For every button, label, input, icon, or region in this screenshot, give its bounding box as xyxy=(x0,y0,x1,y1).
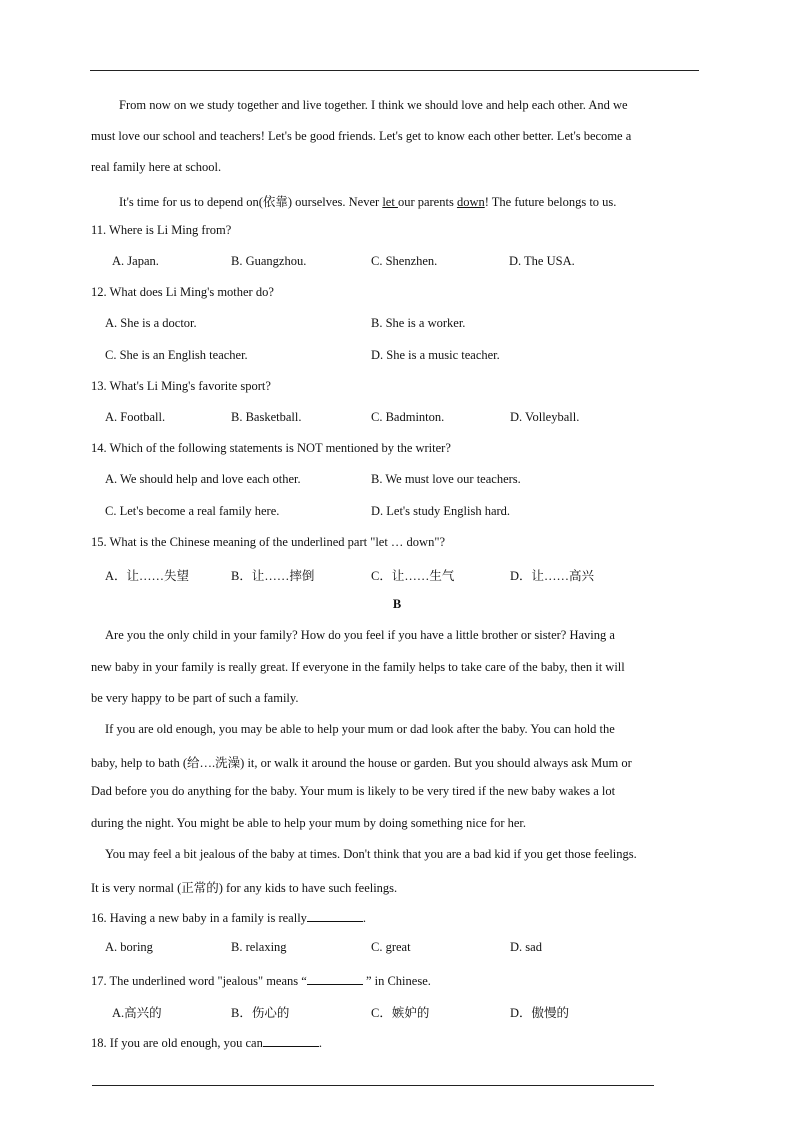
footer-rule xyxy=(92,1085,654,1086)
passage-b-line: It is very normal (正常的) for any kids to have such feelings. xyxy=(91,881,398,895)
option-13d[interactable]: D. Volleyball. xyxy=(510,410,580,424)
option-16a[interactable]: A. boring xyxy=(105,940,153,954)
option-15b[interactable]: B．让……摔倒 xyxy=(231,569,315,583)
question-tail: . xyxy=(362,911,367,925)
option-13c[interactable]: C. Badminton. xyxy=(371,410,445,424)
passage-a-line: must love our school and teachers! Let's be good friends. Let's get to know each other better. Let's become a xyxy=(91,129,632,143)
passage-a-line xyxy=(119,192,616,210)
question-14: 14. Which of the following statements is NOT mentioned by the writer? xyxy=(91,441,451,455)
option-17c[interactable]: C．嫉妒的 xyxy=(371,1006,430,1020)
option-12b[interactable]: B. She is a worker. xyxy=(371,316,466,330)
passage-b-line: during the night. You might be able to help your mum by doing something nice for her. xyxy=(91,816,527,830)
option-13b[interactable]: B. Basketball. xyxy=(231,410,302,424)
question-11: 11. Where is Li Ming from? xyxy=(91,223,232,237)
option-12d[interactable]: D. She is a music teacher. xyxy=(371,348,500,362)
option-15c[interactable]: C．让……生气 xyxy=(371,569,455,583)
passage-a-line: real family here at school. xyxy=(91,160,222,174)
question-16 xyxy=(91,909,366,926)
header-rule xyxy=(90,70,699,71)
option-12a[interactable]: A. She is a doctor. xyxy=(105,316,197,330)
option-13a[interactable]: A. Football. xyxy=(105,410,166,424)
option-11c[interactable]: C. Shenzhen. xyxy=(371,254,438,268)
passage-b-line: Dad before you do anything for the baby. Your mum is likely to be very tired if the new baby wakes a lot xyxy=(91,784,616,798)
question-18 xyxy=(91,1034,322,1051)
option-15d[interactable]: D．让……高兴 xyxy=(510,569,595,583)
option-16c[interactable]: C. great xyxy=(371,940,411,954)
passage-b-line: You may feel a bit jealous of the baby at times. Don't think that you are a bad kid if you get those feelings. xyxy=(105,847,637,861)
question-text: 16. Having a new baby in a family is really xyxy=(91,911,307,925)
option-14c[interactable]: C. Let's become a real family here. xyxy=(105,504,280,518)
option-11a[interactable]: A. Japan. xyxy=(112,254,159,268)
question-tail: . xyxy=(318,1036,322,1050)
question-12: 12. What does Li Ming's mother do? xyxy=(91,285,274,299)
option-17d[interactable]: D．傲慢的 xyxy=(510,1006,570,1020)
option-14b[interactable]: B. We must love our teachers. xyxy=(371,472,521,486)
underlined-let: let xyxy=(382,195,398,209)
option-14d[interactable]: D. Let's study English hard. xyxy=(371,504,511,518)
question-text: 18. If you are old enough, you can xyxy=(91,1036,263,1050)
passage-b-line: be very happy to be part of such a family. xyxy=(91,691,299,705)
question-text: 17. The underlined word "jealous" means “ xyxy=(91,974,307,988)
option-16d[interactable]: D. sad xyxy=(510,940,542,954)
option-16b[interactable]: B. relaxing xyxy=(231,940,287,954)
passage-a-line: From now on we study together and live together. I think we should love and help each other. And we xyxy=(119,98,628,112)
question-17 xyxy=(91,972,431,989)
option-11b[interactable]: B. Guangzhou. xyxy=(231,254,307,268)
underlined-down: down xyxy=(456,195,485,209)
option-14a[interactable]: A. We should help and love each other. xyxy=(105,472,301,486)
question-15: 15. What is the Chinese meaning of the underlined part "let … down"? xyxy=(91,535,445,549)
option-11d[interactable]: D. The USA. xyxy=(509,254,575,268)
answer-blank[interactable] xyxy=(307,972,363,985)
question-13: 13. What's Li Ming's favorite sport? xyxy=(91,379,271,393)
answer-blank[interactable] xyxy=(307,909,363,922)
passage-b-line: new baby in your family is really great. If everyone in the family helps to take care of the baby, then it will xyxy=(91,660,625,674)
passage-b-line: If you are old enough, you may be able to help your mum or dad look after the baby. You can hold the xyxy=(105,722,615,736)
text-segment: our parents xyxy=(397,195,457,209)
option-17b[interactable]: B．伤心的 xyxy=(231,1006,290,1020)
question-tail: ” in Chinese. xyxy=(362,974,431,988)
section-b-title: B xyxy=(392,597,402,611)
option-15a[interactable]: A．让……失望 xyxy=(105,569,190,583)
answer-blank[interactable] xyxy=(263,1034,319,1047)
option-17a[interactable]: A.高兴的 xyxy=(112,1006,162,1020)
text-segment: It's time for us to depend on(依靠) ourselves. Never xyxy=(119,195,383,209)
passage-b-line: baby, help to bath (给….洗澡) it, or walk it around the house or garden. But you should always ask Mum or xyxy=(91,756,632,770)
text-segment: ! The future belongs to us. xyxy=(484,195,617,209)
option-12c[interactable]: C. She is an English teacher. xyxy=(105,348,248,362)
passage-b-line: Are you the only child in your family? How do you feel if you have a little brother or sister? Having a xyxy=(105,628,615,642)
